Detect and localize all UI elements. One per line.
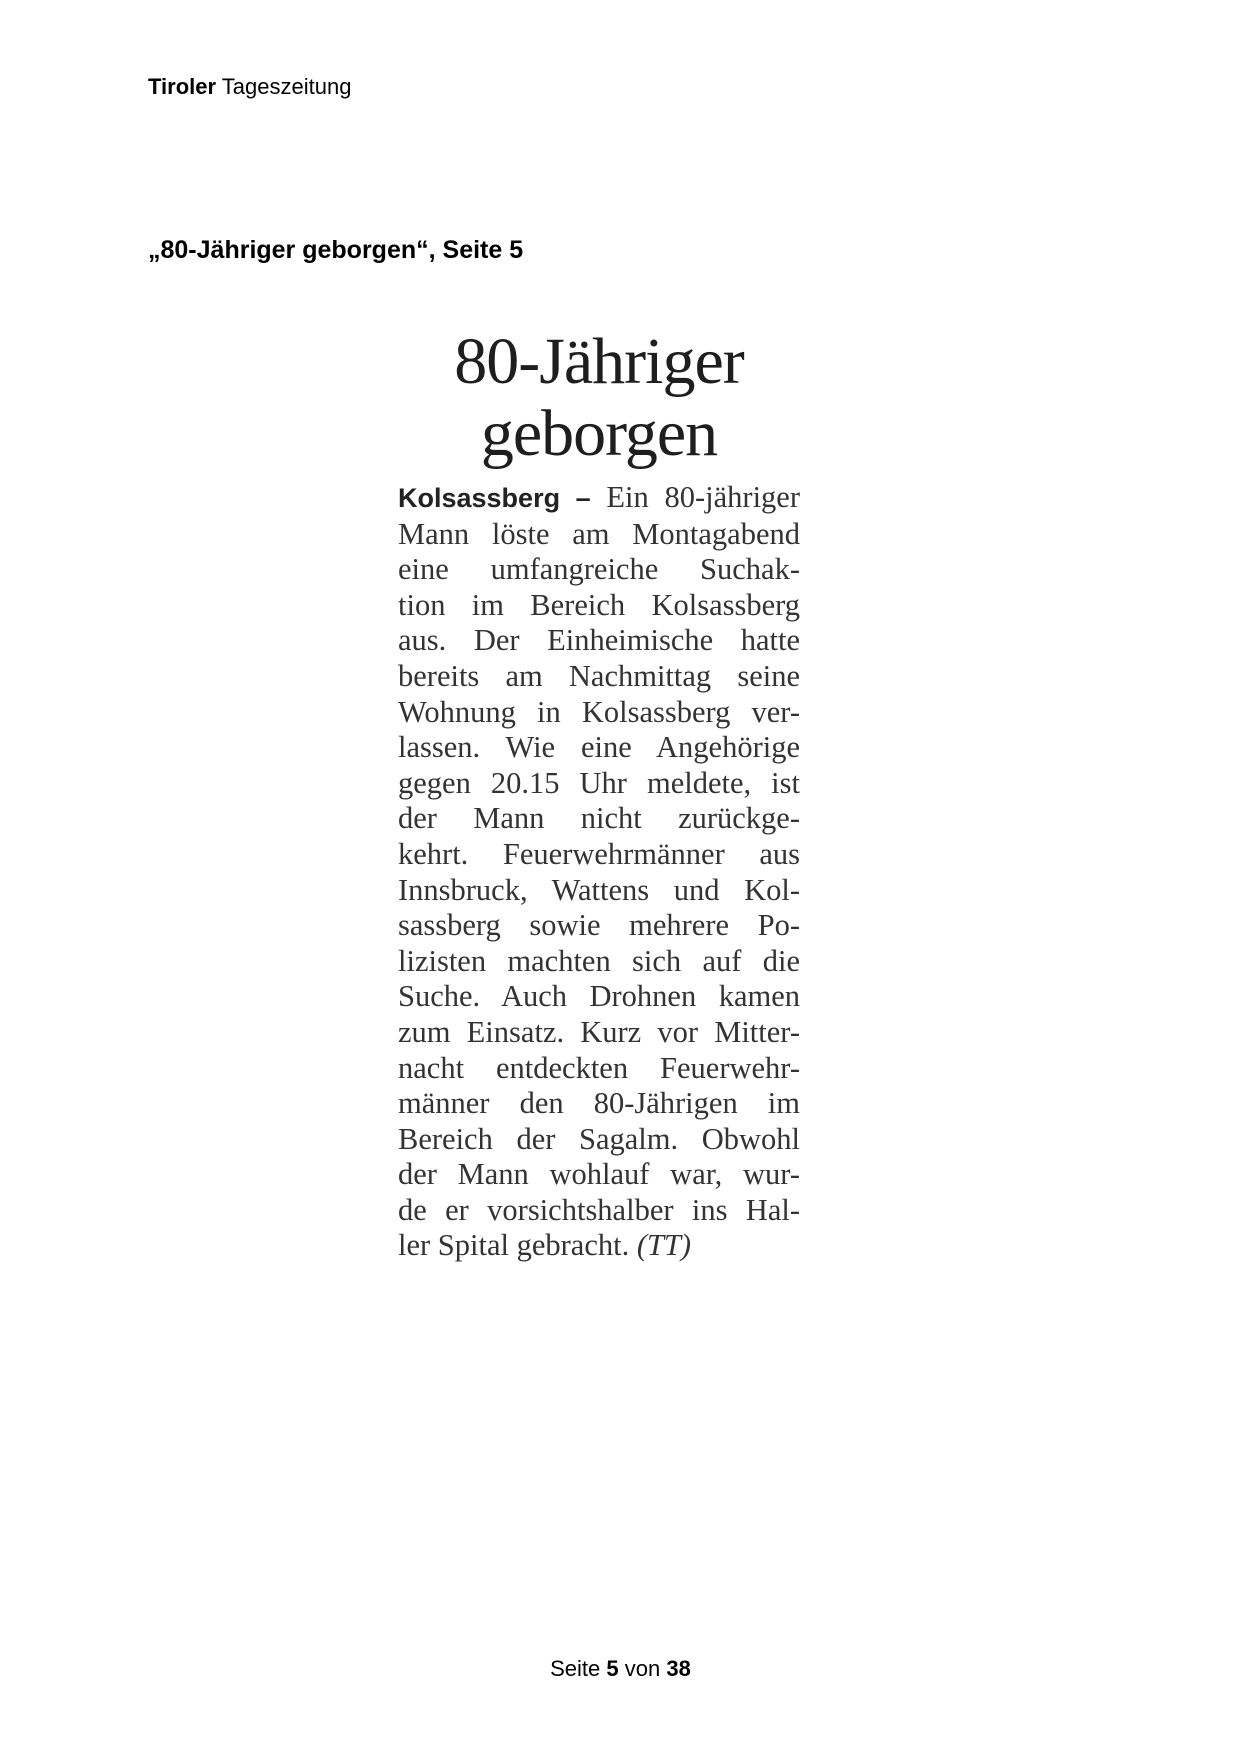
body-line: Mann löste am Montagabend [398,516,800,551]
dateline: Kolsassberg – [398,483,591,513]
current-page: 5 [606,1656,619,1681]
body-line: gegen 20.15 Uhr meldete, ist [398,765,800,800]
body-line: de er vorsichtshalber ins Hal- [398,1192,800,1227]
publication-name-rest: Tageszeitung [221,74,352,99]
body-line: zum Einsatz. Kurz vor Mitter- [398,1014,800,1049]
body-line: Suche. Auch Drohnen kamen [398,979,800,1014]
body-line: lassen. Wie eine Angehörige [398,730,800,765]
page-label: Seite [550,1656,601,1681]
body-line: sassberg sowie mehrere Po- [398,908,800,943]
headline-line: geborgen [480,397,718,470]
publication-name-bold: Tiroler [148,74,217,99]
article-headline [398,326,800,470]
page-of-label: von [624,1656,661,1681]
body-text: ler Spital gebracht. [398,1228,630,1263]
body-line: Innsbruck, Wattens und Kol- [398,872,800,907]
body-line: männer den 80-Jährigen im [398,1086,800,1121]
body-line: Bereich der Sagalm. Obwohl [398,1121,800,1156]
body-line: der Mann nicht zurückge- [398,801,800,836]
source-credit: (TT) [636,1228,692,1263]
body-line: kehrt. Feuerwehrmänner aus [398,836,800,871]
article-reference: „80-Jähriger geborgen“, Seite 5 [148,236,524,264]
body-line: eine umfangreiche Suchak- [398,552,800,587]
body-line: Wohnung in Kolsassberg ver- [398,694,800,729]
publication-header [148,74,351,100]
headline-line: 80-Jähriger [454,325,744,398]
total-pages: 38 [666,1656,691,1681]
body-line: der Mann wohlauf war, wur- [398,1157,800,1192]
article-clipping [398,326,800,1264]
article-body [398,480,800,1264]
body-line: nacht entdeckten Feuerwehr- [398,1050,800,1085]
page-footer [0,1656,1241,1682]
body-line: lizisten machten sich auf die [398,943,800,978]
body-line [398,1228,800,1264]
body-line: tion im Bereich Kolsassberg [398,587,800,622]
body-line [398,480,800,517]
body-line: bereits am Nachmittag seine [398,658,800,693]
body-text: Ein 80-jähriger [606,480,800,514]
body-line: aus. Der Einheimische hatte [398,623,800,658]
